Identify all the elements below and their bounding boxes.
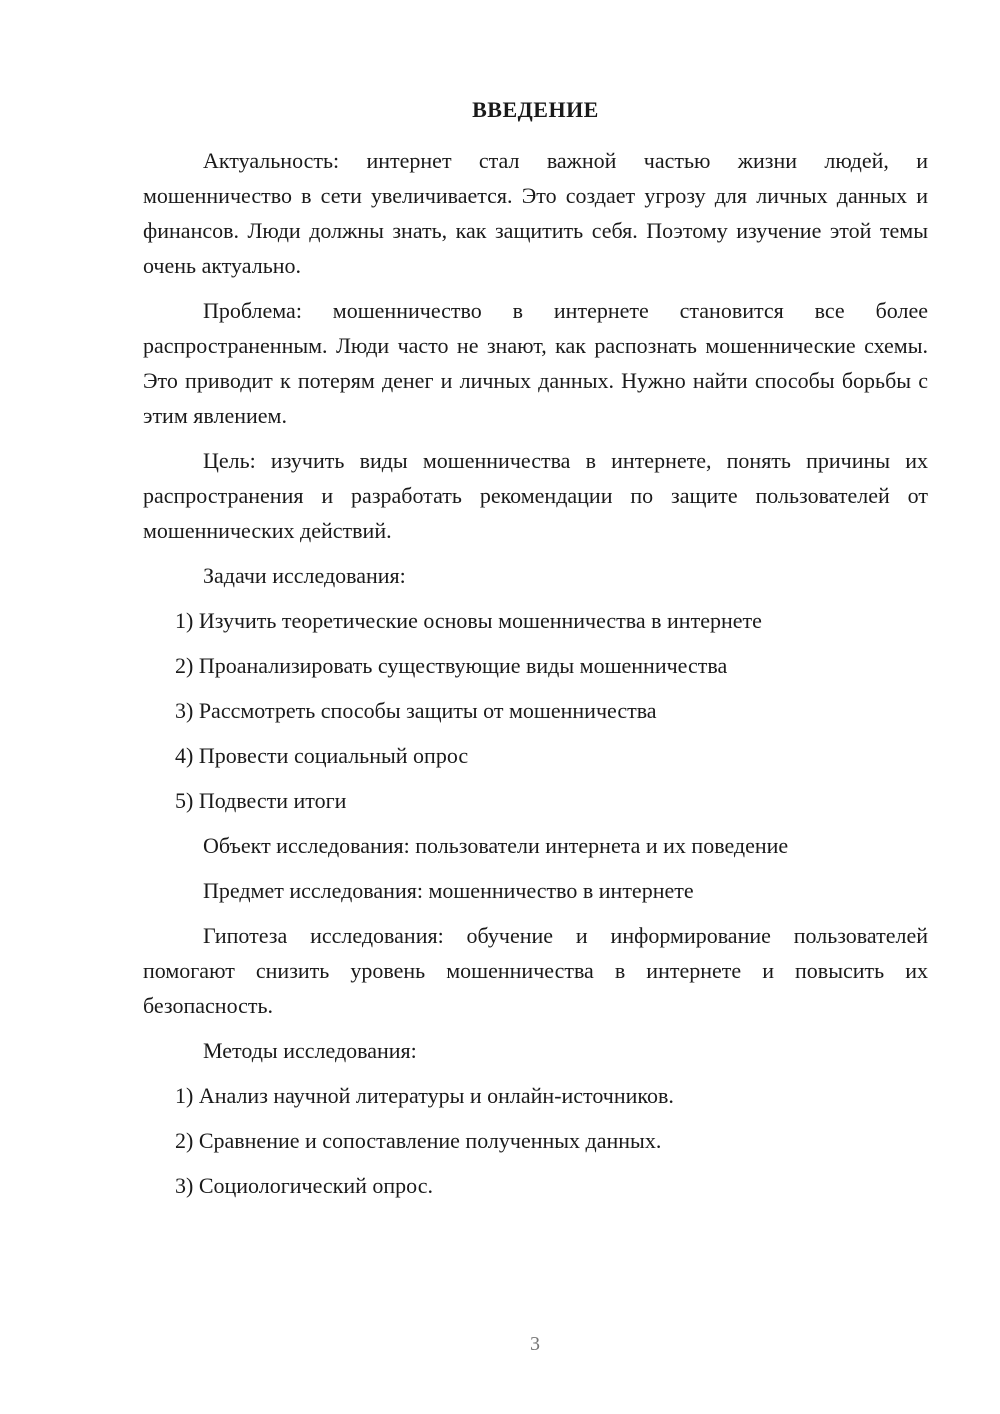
- section-heading: ВВЕДЕНИЕ: [472, 97, 599, 122]
- task-item: 5) Подвести итоги: [175, 788, 347, 813]
- body-text: [143, 143, 928, 1203]
- method-item: 1) Анализ научной литературы и онлайн-источников.: [175, 1083, 674, 1108]
- object-line: Объект исследования: пользователи интернета и их поведение: [203, 833, 789, 858]
- page-number: 3: [530, 1333, 540, 1355]
- relevance-paragraph: Актуальность: интернет стал важной частью жизни людей, и мошенничество в сети увеличивается. Это создает угрозу для личных данных и финансов. Люди должны знать, как защитить себя. Поэтому изучение этой темы очень актуально.: [143, 148, 928, 278]
- subject-line: Предмет исследования: мошенничество в интернете: [203, 878, 694, 903]
- method-item: 3) Социологический опрос.: [175, 1173, 433, 1198]
- goal-paragraph: Цель: изучить виды мошенничества в интернете, понять причины их распространения и разработать рекомендации по защите пользователей от мошеннических действий.: [143, 448, 928, 543]
- hypothesis-paragraph: Гипотеза исследования: обучение и информирование пользователей помогают снизить уровень мошенничества в интернете и повысить их безопасность.: [143, 923, 928, 1018]
- methods-title: Методы исследования:: [203, 1038, 417, 1063]
- task-item: 1) Изучить теоретические основы мошенничества в интернете: [175, 608, 762, 633]
- task-item: 3) Рассмотреть способы защиты от мошенничества: [175, 698, 657, 723]
- task-item: 4) Провести социальный опрос: [175, 743, 469, 768]
- tasks-title: Задачи исследования:: [203, 563, 406, 588]
- problem-paragraph: Проблема: мошенничество в интернете становится все более распространенным. Люди часто не знают, как распознать мошеннические схемы. Это приводит к потерям денег и личных данных. Нужно найти способы борьбы с этим явлением.: [143, 298, 928, 428]
- task-item: 2) Проанализировать существующие виды мошенничества: [175, 653, 728, 678]
- method-item: 2) Сравнение и сопоставление полученных данных.: [175, 1128, 662, 1153]
